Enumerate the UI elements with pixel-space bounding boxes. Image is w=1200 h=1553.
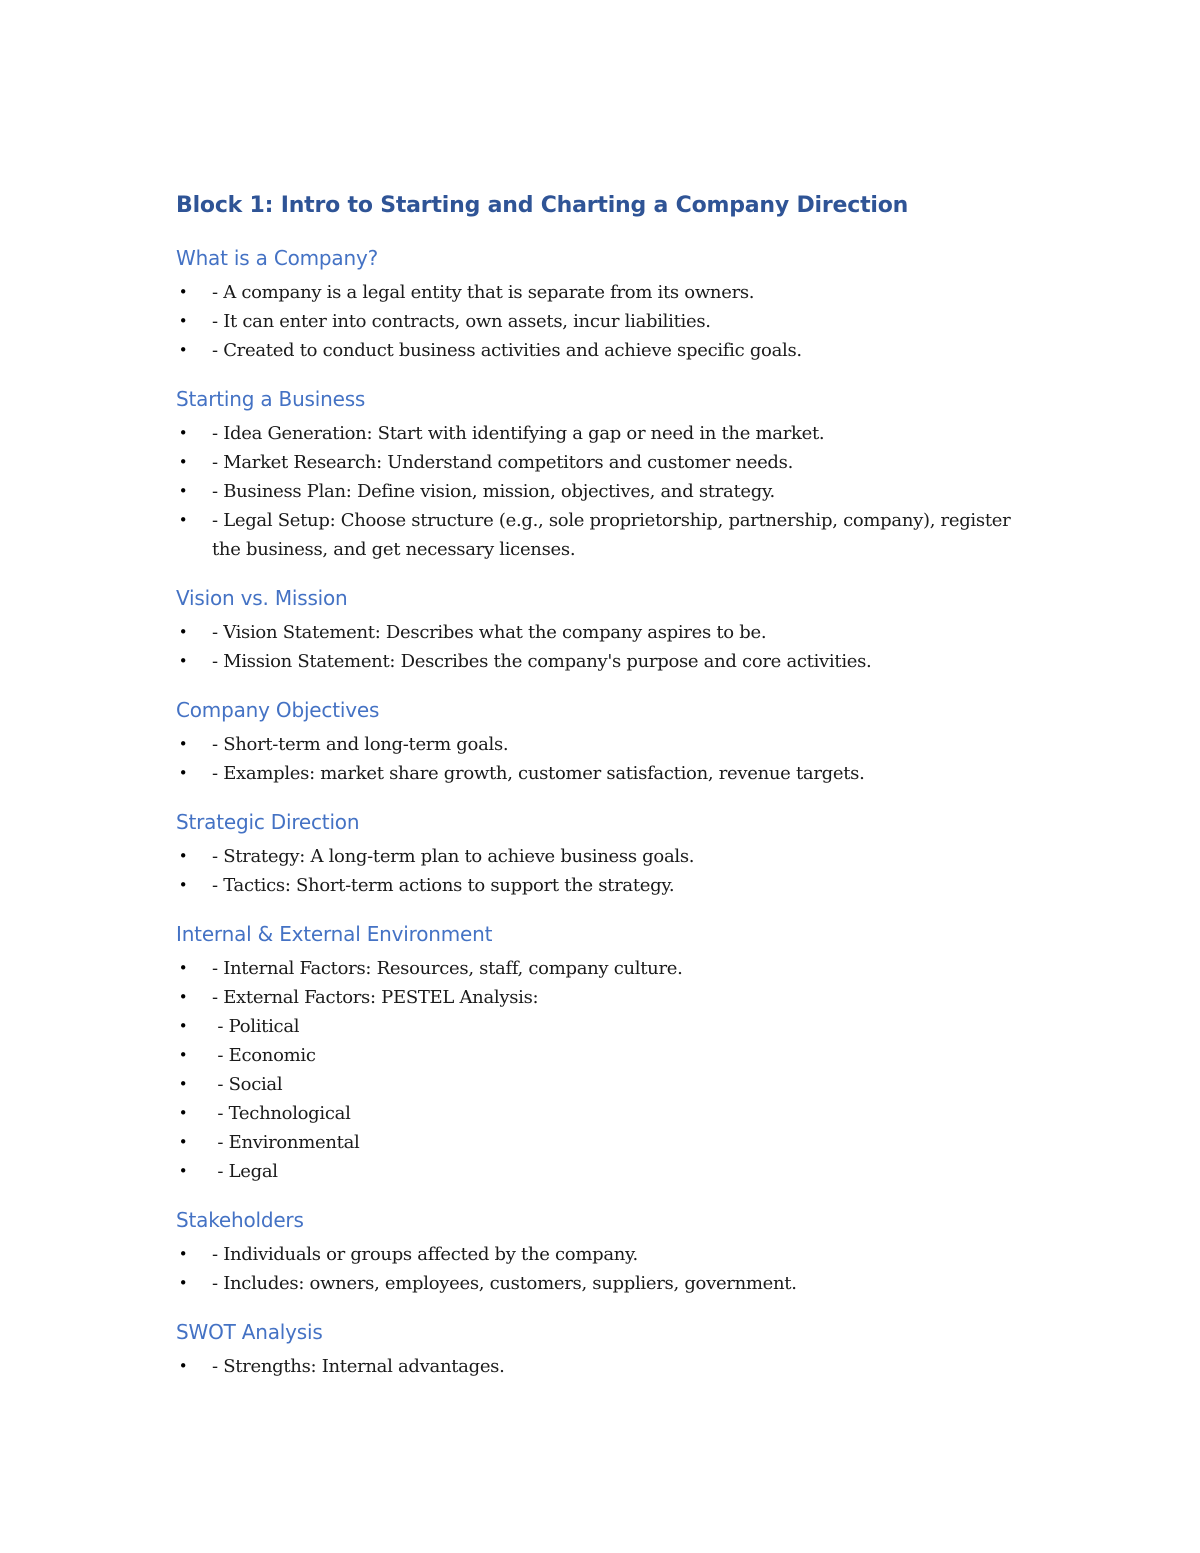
list-item <box>176 1070 1026 1099</box>
list-item-text: - Vision Statement: Describes what the company aspires to be. <box>212 622 767 643</box>
section-heading: Strategic Direction <box>176 810 360 834</box>
list-item-text: - A company is a legal entity that is separate from its owners. <box>212 282 755 303</box>
bullet-icon: • <box>178 424 188 442</box>
section <box>176 1316 1026 1381</box>
section <box>176 383 1026 564</box>
list-item <box>176 1099 1026 1128</box>
section-heading: SWOT Analysis <box>176 1320 323 1344</box>
list-item <box>176 506 1026 564</box>
list-item-text: - Mission Statement: Describes the company's purpose and core activities. <box>212 651 872 672</box>
document-title: Block 1: Intro to Starting and Charting a Company Direction <box>176 193 909 218</box>
list-item-text: - It can enter into contracts, own assets, incur liabilities. <box>212 311 711 332</box>
list-item-text: - Individuals or groups affected by the company. <box>212 1244 638 1265</box>
list-item-text: - Technological <box>212 1103 351 1124</box>
document-content <box>176 188 1026 1381</box>
list-item-text: - Social <box>212 1074 283 1095</box>
bullet-icon: • <box>178 312 188 330</box>
bullet-icon: • <box>178 511 188 529</box>
list-item <box>176 336 1026 365</box>
list-item-text: - Legal Setup: Choose structure (e.g., sole proprietorship, partnership, company), register the business, and get necessary licenses. <box>212 510 1016 560</box>
section <box>176 242 1026 365</box>
section <box>176 806 1026 900</box>
list-item <box>176 954 1026 983</box>
list-item <box>176 871 1026 900</box>
bullet-icon: • <box>178 341 188 359</box>
list-item <box>176 730 1026 759</box>
list-item-text: - Internal Factors: Resources, staff, company culture. <box>212 958 683 979</box>
list-item-text: - Environmental <box>212 1132 360 1153</box>
bullet-icon: • <box>178 652 188 670</box>
list-item-text: - Political <box>212 1016 300 1037</box>
bullet-list <box>176 618 1026 676</box>
list-item-text: - Includes: owners, employees, customers, suppliers, government. <box>212 1273 797 1294</box>
list-item <box>176 1012 1026 1041</box>
list-item <box>176 1269 1026 1298</box>
list-item <box>176 1352 1026 1381</box>
list-item <box>176 1240 1026 1269</box>
bullet-icon: • <box>178 1274 188 1292</box>
bullet-icon: • <box>178 283 188 301</box>
list-item <box>176 842 1026 871</box>
list-item-text: - Strategy: A long-term plan to achieve business goals. <box>212 846 695 867</box>
bullet-icon: • <box>178 482 188 500</box>
bullet-icon: • <box>178 453 188 471</box>
bullet-list <box>176 278 1026 365</box>
section <box>176 694 1026 788</box>
bullet-icon: • <box>178 735 188 753</box>
list-item <box>176 448 1026 477</box>
bullet-icon: • <box>178 623 188 641</box>
list-item <box>176 1157 1026 1186</box>
list-item <box>176 419 1026 448</box>
bullet-list <box>176 730 1026 788</box>
list-item <box>176 278 1026 307</box>
section-heading: Starting a Business <box>176 387 366 411</box>
list-item <box>176 1041 1026 1070</box>
section <box>176 1204 1026 1298</box>
list-item <box>176 1128 1026 1157</box>
list-item-text: - External Factors: PESTEL Analysis: <box>212 987 539 1008</box>
section-heading: What is a Company? <box>176 246 379 270</box>
list-item-text: - Examples: market share growth, customer satisfaction, revenue targets. <box>212 763 865 784</box>
list-item <box>176 759 1026 788</box>
list-item-text: - Created to conduct business activities and achieve specific goals. <box>212 340 802 361</box>
list-item-text: - Legal <box>212 1161 278 1182</box>
list-item <box>176 647 1026 676</box>
bullet-list <box>176 1240 1026 1298</box>
bullet-icon: • <box>178 1046 188 1064</box>
bullet-list <box>176 419 1026 564</box>
bullet-list <box>176 842 1026 900</box>
list-item <box>176 477 1026 506</box>
list-item <box>176 983 1026 1012</box>
sections-container <box>176 242 1026 1381</box>
list-item-text: - Strengths: Internal advantages. <box>212 1356 505 1377</box>
section-heading: Internal & External Environment <box>176 922 493 946</box>
bullet-icon: • <box>178 1357 188 1375</box>
bullet-list <box>176 954 1026 1186</box>
bullet-list <box>176 1352 1026 1381</box>
bullet-icon: • <box>178 1133 188 1151</box>
section <box>176 918 1026 1186</box>
section-heading: Company Objectives <box>176 698 380 722</box>
section <box>176 582 1026 676</box>
section-heading: Vision vs. Mission <box>176 586 348 610</box>
list-item-text: - Short-term and long-term goals. <box>212 734 509 755</box>
bullet-icon: • <box>178 1075 188 1093</box>
bullet-icon: • <box>178 959 188 977</box>
bullet-icon: • <box>178 1017 188 1035</box>
list-item <box>176 307 1026 336</box>
list-item <box>176 618 1026 647</box>
list-item-text: - Business Plan: Define vision, mission, objectives, and strategy. <box>212 481 775 502</box>
list-item-text: - Idea Generation: Start with identifying a gap or need in the market. <box>212 423 825 444</box>
list-item-text: - Tactics: Short-term actions to support the strategy. <box>212 875 675 896</box>
list-item-text: - Market Research: Understand competitors and customer needs. <box>212 452 794 473</box>
section-heading: Stakeholders <box>176 1208 304 1232</box>
bullet-icon: • <box>178 988 188 1006</box>
bullet-icon: • <box>178 1104 188 1122</box>
bullet-icon: • <box>178 1245 188 1263</box>
bullet-icon: • <box>178 1162 188 1180</box>
bullet-icon: • <box>178 876 188 894</box>
bullet-icon: • <box>178 764 188 782</box>
list-item-text: - Economic <box>212 1045 316 1066</box>
bullet-icon: • <box>178 847 188 865</box>
